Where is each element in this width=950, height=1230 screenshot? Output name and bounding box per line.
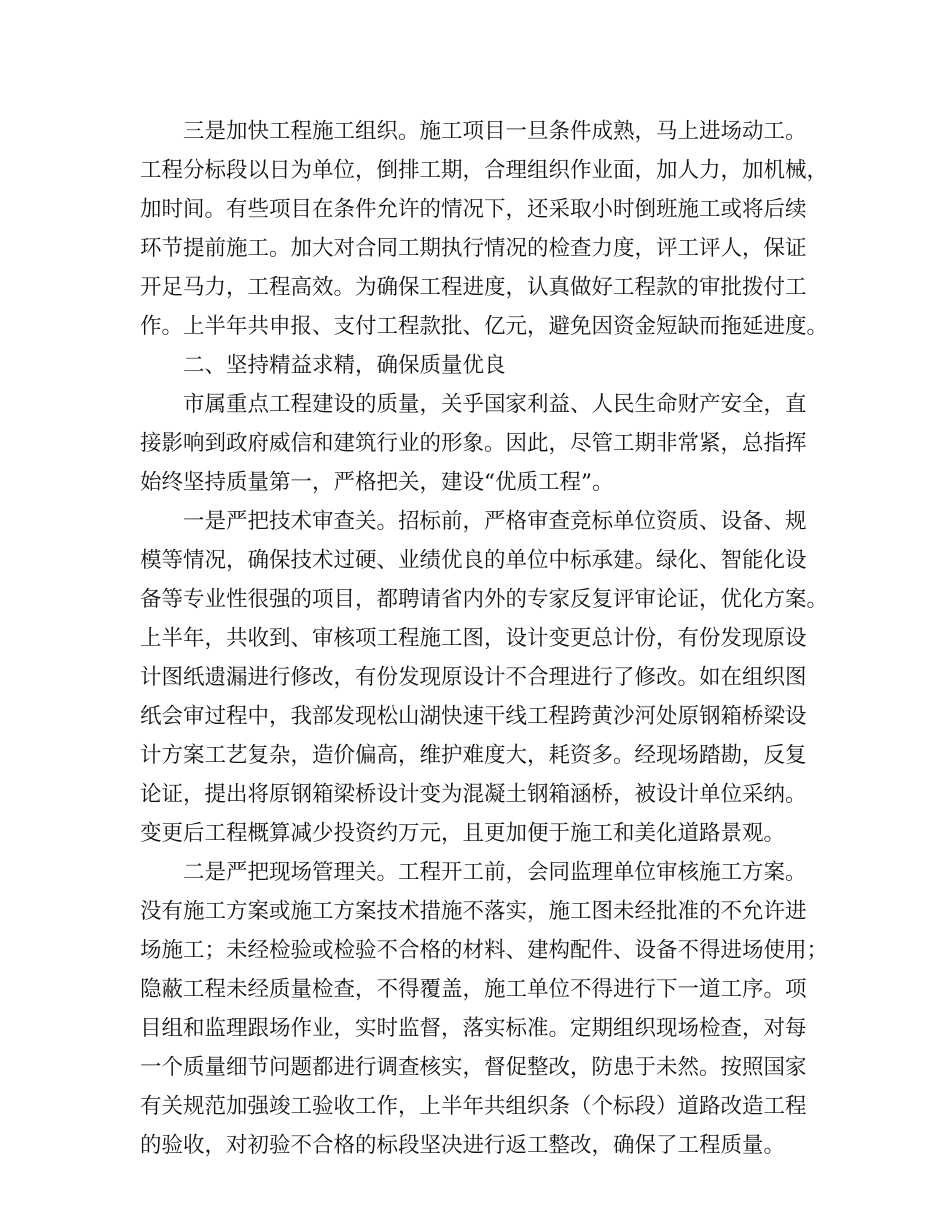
text-line: 二、坚持精益求精，确保质量优良: [183, 353, 506, 378]
text-line: 的验收，对初验不合格的标段坚决进行返工整改，确保了工程质量。: [140, 1133, 786, 1158]
text-line: 开足马力，工程高效。为确保工程进度，认真做好工程款的审批拨付工: [140, 275, 807, 300]
document-body: [140, 112, 829, 1165]
text-line: 作。上半年共申报、支付工程款批、亿元，避免因资金短缺而拖延进度。: [140, 314, 829, 339]
text-line: 接影响到政府威信和建筑行业的形象。因此，尽管工期非常紧，总指挥: [140, 431, 807, 456]
text-line: 计图纸遗漏进行修改，有份发现原设计不合理进行了修改。如在组织图: [140, 665, 807, 690]
text-line: 二是严把现场管理关。工程开工前，会同监理单位审核施工方案。: [183, 860, 807, 885]
text-line: 计方案工艺复杂，造价偏高，维护难度大，耗资多。经现场踏勘，反复: [140, 743, 807, 768]
text-line: 市属重点工程建设的质量，关乎国家利益、人民生命财产安全，直: [183, 392, 807, 417]
text-line: 一个质量细节问题都进行调查核实，督促整改，防患于未然。按照国家: [140, 1055, 807, 1080]
text-line: 加时间。有些项目在条件允许的情况下，还采取小时倒班施工或将后续: [140, 197, 807, 222]
text-line: 环节提前施工。加大对合同工期执行情况的检查力度，评工评人，保证: [140, 236, 807, 261]
text-line: 三是加快工程施工组织。施工项目一旦条件成熟，马上进场动工。: [183, 119, 807, 144]
text-line: 上半年，共收到、审核项工程施工图，设计变更总计份，有份发现原设: [140, 626, 807, 651]
text-line: 始终坚持质量第一，严格把关，建设“优质工程”。: [140, 470, 614, 495]
text-line: 备等专业性很强的项目，都聘请省内外的专家反复评审论证，优化方案。: [140, 587, 829, 612]
text-line: 一是严把技术审查关。招标前，严格审查竞标单位资质、设备、规: [183, 509, 807, 534]
text-line: 变更后工程概算减少投资约万元，且更加便于施工和美化道路景观。: [140, 821, 786, 846]
text-line: 工程分标段以日为单位，倒排工期，合理组织作业面，加人力，加机械，: [140, 158, 829, 183]
text-line: 场施工；未经检验或检验不合格的材料、建构配件、设备不得进场使用；: [140, 938, 829, 963]
text-line: 没有施工方案或施工方案技术措施不落实，施工图未经批准的不允许进: [140, 899, 807, 924]
text-line: 有关规范加强竣工验收工作，上半年共组织条（个标段）道路改造工程: [140, 1094, 807, 1119]
text-line: 目组和监理跟场作业，实时监督，落实标准。定期组织现场检查，对每: [140, 1016, 807, 1041]
text-line: 论证，提出将原钢箱梁桥设计变为混凝土钢箱涵桥，被设计单位采纳。: [140, 782, 807, 807]
text-line: 隐蔽工程未经质量检查，不得覆盖，施工单位不得进行下一道工序。项: [140, 977, 807, 1002]
text-line: 纸会审过程中，我部发现松山湖快速干线工程跨黄沙河处原钢箱桥梁设: [140, 704, 807, 729]
text-line: 模等情况，确保技术过硬、业绩优良的单位中标承建。绿化、智能化设: [140, 548, 807, 573]
